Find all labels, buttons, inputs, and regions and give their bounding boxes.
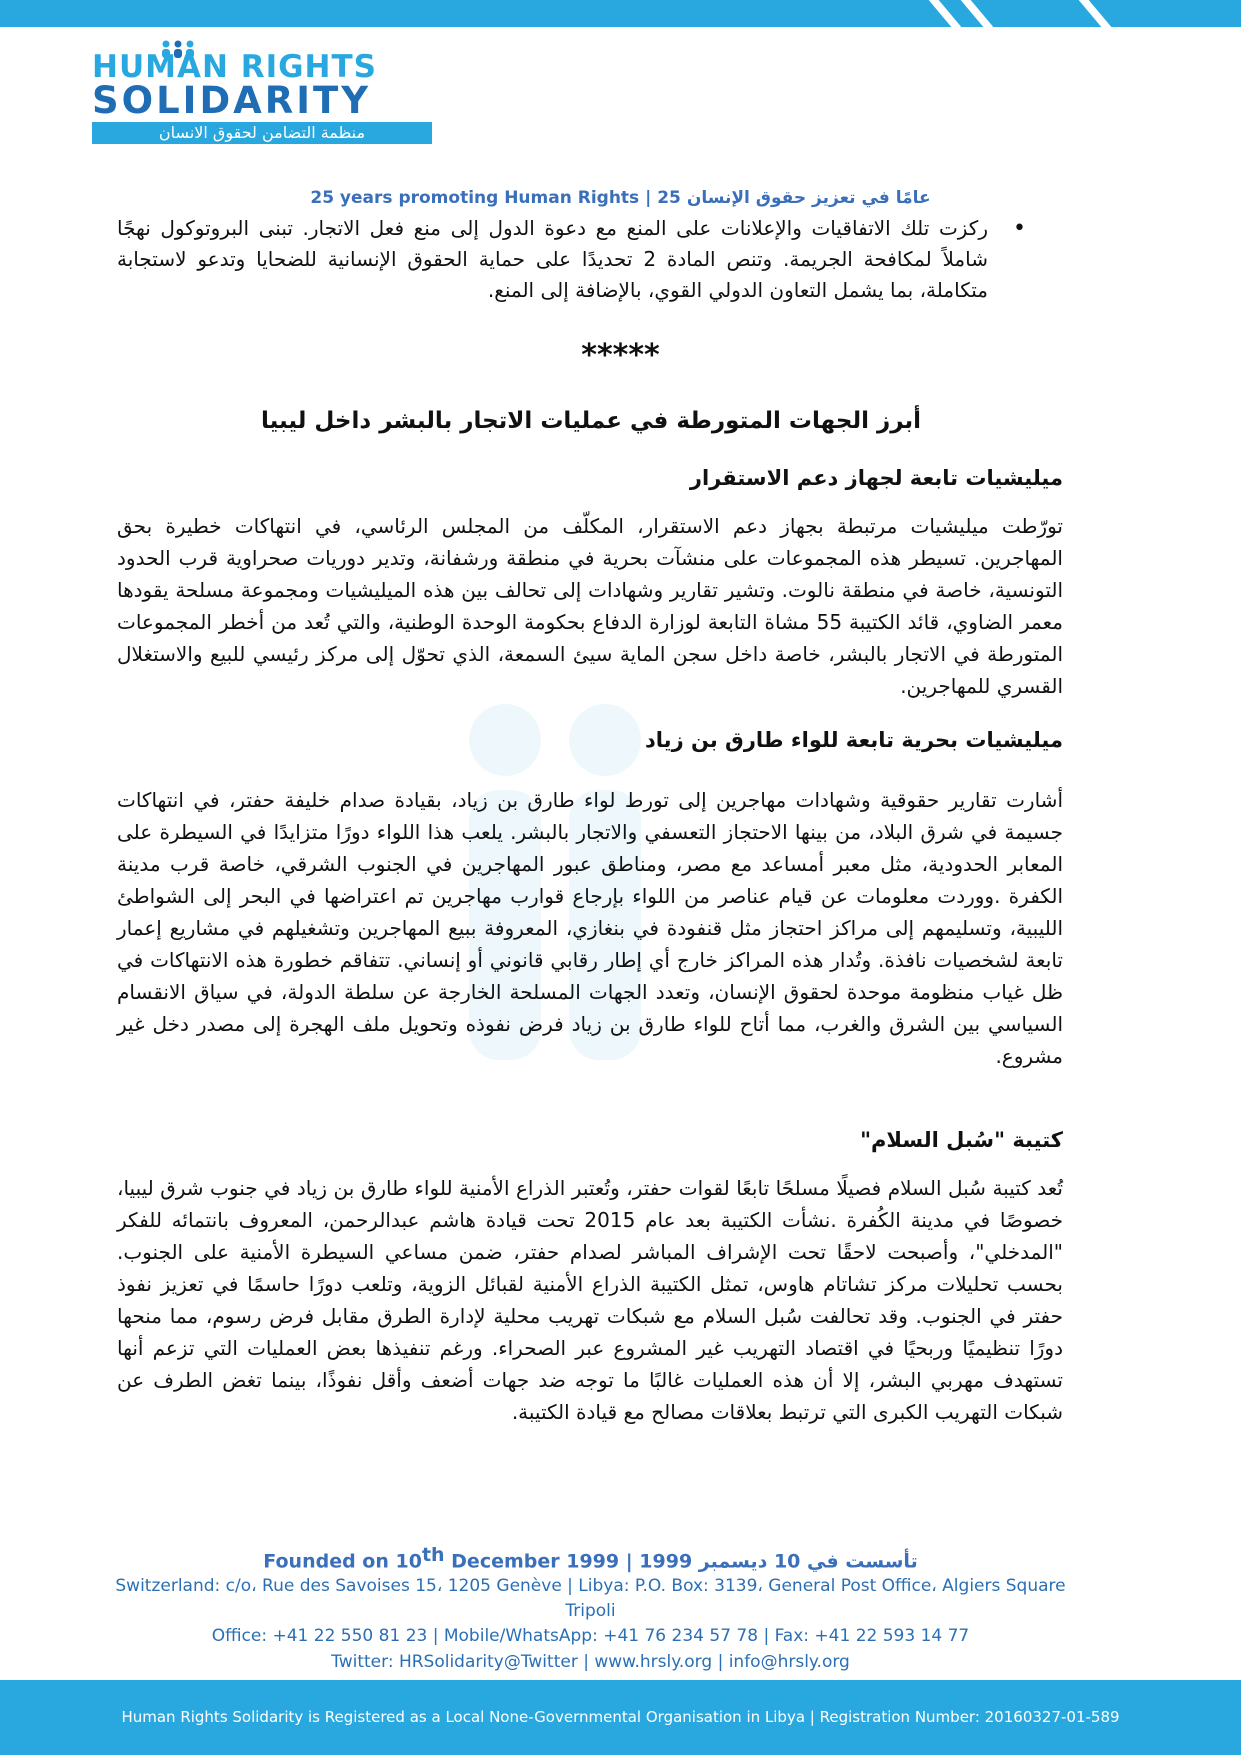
- logo-text-human-rights: HUMAN RIGHTS: [92, 49, 377, 85]
- section-heading: ميليشيات تابعة لجهاز دعم الاستقرار: [689, 466, 1063, 490]
- logo-arabic-band: منظمة التضامن لحقوق الانسان: [92, 122, 432, 144]
- section-paragraph: تُعد كتيبة سُبل السلام فصيلًا مسلحًا تابعًا لقوات حفتر، وتُعتبر الذراع الأمنية للواء طارق بن زياد في جنوب شرق ليبيا، خصوصًا في مدينة الكُفرة .نشأت الكتيبة بعد عام 2015 تحت قيادة هاشم عبدالرحمن، المعروف بانتمائه للفكر "المدخلي"، وأصبحت لاحقًا تحت الإشراف المباشر لصدام حفتر، ضمن مساعي السيطرة الأمنية على الجنوب. بحسب تحليلات مركز تشاتام هاوس، تمثل الكتيبة الذراع الأمنية لقبائل الزوية، وتلعب دورًا حاسمًا في تعزيز نفوذ حفتر في الجنوب. وقد تحالفت سُبل السلام مع شبكات تهريب محلية لإدارة الطرق مقابل فرض رسوم، مما منحها دورًا تنظيميًا وربحيًا في اقتصاد التهريب غير المشروع عبر الصحراء. ورغم تنفيذها بعض العمليات التي تزعم أنها تستهدف مهربي البشر، إلا أن هذه العمليات غالبًا ما توجه ضد جهات أضعف وأقل نفوذًا، بينما تغض الطرف عن شبكات التهريب الكبرى التي ترتبط بعلاقات مصالح مع قيادة الكتيبة.: [117, 1176, 1063, 1424]
- main-heading: أبرز الجهات المتورطة في عمليات الاتجار بالبشر داخل ليبيا: [260, 408, 922, 434]
- footer-web-links: Twitter: HRSolidarity@Twitter | www.hrsly.org | info@hrsly.org: [331, 1652, 850, 1672]
- founded-suffix: December 1999 | 1999 تأسست في 10 ديسمبر: [444, 1550, 918, 1573]
- header-tagline: 25 years promoting Human Rights | 25 عامًا في تعزيز حقوق الإنسان: [310, 188, 931, 208]
- founded-prefix: Founded on 10: [263, 1550, 422, 1573]
- section-paragraph: تورّطت ميليشيات مرتبطة بجهاز دعم الاستقرار، المكلّف من المجلس الرئاسي، في انتهاكات خطيرة بحق المهاجرين. تسيطر هذه المجموعات على منشآت بحرية في منطقة ورشفانة، وتدير دوريات صحراوية قرب الحدود التونسية، خاصة في منطقة نالوت. وتشير تقارير وشهادات إلى تحالف بين هذه الميليشيات ومجموعة مسلحة يقودها معمر الضاوي، قائد الكتيبة 55 مشاة التابعة لوزارة الدفاع بحكومة الوحدة الوطنية، والتي تُعد من أخطر المجموعات المتورطة في الاتجار بالبشر، خاصة داخل سجن الماية سيئ السمعة، الذي تحوّل إلى مركز رئيسي للبيع والاستغلال القسري للمهاجرين.: [117, 514, 1063, 698]
- bullet-marker: •: [1013, 216, 1026, 241]
- footer-phones: Office: +41 22 550 81 23 | Mobile/WhatsApp: +41 76 234 57 78 | Fax: +41 22 593 14 77: [211, 1626, 970, 1646]
- footer-registration-bar: Human Rights Solidarity is Registered as a Local None-Governmental Organisation in Libya | Registration Number: 20160327-01-589: [0, 1680, 1241, 1755]
- bullet-paragraph: ركزت تلك الاتفاقيات والإعلانات على المنع مع دعوة الدول إلى منع فعل الاتجار. تبنى البروتوكول نهجًا شاملاً لمكافحة الجريمة. وتنص المادة 2 تحديدًا على حماية الحقوق الإنسانية للضحايا وتدعو لاستجابة متكاملة، بما يشمل التعاون الدولي القوي، بالإضافة إلى المنع.: [117, 216, 989, 302]
- founded-sup: th: [421, 1544, 445, 1566]
- section-paragraph: أشارت تقارير حقوقية وشهادات مهاجرين إلى تورط لواء طارق بن زياد، بقيادة صدام خليفة حفتر، في انتهاكات جسيمة في شرق البلاد، من بينها الاحتجاز التعسفي والاتجار بالبشر. يلعب هذا اللواء دورًا متزايدًا في السيطرة على المعابر الحدودية، مثل معبر أمساعد مع مصر، ومناطق عبور المهاجرين في الجنوب الشرقي، خاصة قرب مدينة الكفرة .ووردت معلومات عن قيام عناصر من اللواء بإرجاع قوارب مهاجرين تم اعتراضها في البحر إلى الشواطئ الليبية، وتسليمهم إلى مراكز احتجاز مثل قنفودة في بنغازي، المعروفة ببيع المهاجرين وتشغيلهم في مشاريع إعمار تابعة لشخصيات نافذة. وتُدار هذه المراكز خارج أي إطار رقابي قانوني أو إنساني. تتفاقم خطورة هذه الانتهاكات في ظل غياب منظومة موحدة لحقوق الإنسان، وتعدد الجهات المسلحة الخارجة عن سلطة الدولة، في سياق الانقسام السياسي بين الشرق والغرب، مما أتاح للواء طارق بن زياد فرض نفوذه وتحويل ملف الهجرة إلى مصدر دخل غير مشروع.: [117, 788, 1063, 1068]
- organization-logo: [92, 40, 434, 144]
- footer-founded: [100, 1543, 1081, 1576]
- section-separator: *****: [581, 338, 660, 373]
- logo-text-solidarity: SOLIDARITY: [92, 79, 372, 122]
- section-heading: كتيبة "سُبل السلام": [860, 1128, 1063, 1152]
- footer-address: Switzerland: c/o، Rue des Savoises 15، 1205 Genève | Libya: P.O. Box: 3139، General Post Office، Algiers Square Tripoli: [115, 1576, 1066, 1621]
- section-heading: ميليشيات بحرية تابعة للواء طارق بن زياد: [645, 728, 1063, 752]
- top-color-bar: [0, 0, 1241, 27]
